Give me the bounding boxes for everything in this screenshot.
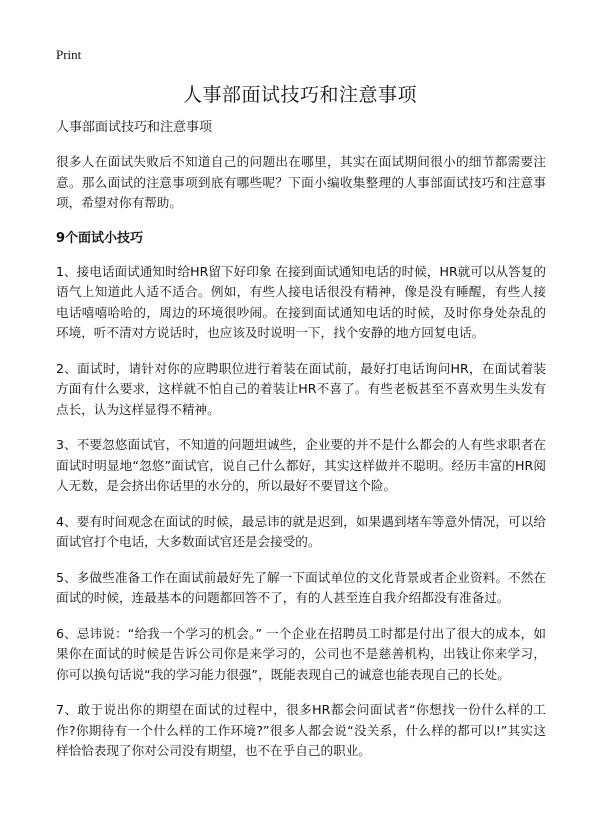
page-title: 人事部面试技巧和注意事项	[182, 84, 417, 106]
article-subtitle: 人事部面试技巧和注意事项	[56, 120, 213, 135]
tip-paragraph-6: 6、忌讳说：“给我一个学习的机会。” 一个企业在招聘员工时都是付出了很大的成本，如果你在面试的时候是告诉公司你是来学习的，公司也不是慈善机构，出钱让你来学习，你可以换句话说“我的学习能力很强”，既能表现自己的诚意也能表现自己的长处。	[56, 625, 546, 682]
tip-paragraph-2: 2、面试时，请针对你的应聘职位进行着装在面试前，最好打电话询问HR，在面试着装方面有什么要求，这样就不怕自己的着装让HR不喜了。有些老板甚至不喜欢男生头发有点长，认为这样显得不精神。	[56, 360, 546, 417]
tip-paragraph-4: 4、要有时间观念在面试的时候，最忌讳的就是迟到，如果遇到堵车等意外情况，可以给面试官打个电话，大多数面试官还是会接受的。	[56, 513, 546, 549]
intro-paragraph: 很多人在面试失败后不知道自己的问题出在哪里，其实在面试期间很小的细节都需要注意。那么面试的注意事项到底有哪些呢？下面小编收集整理的人事部面试技巧和注意事项，希望对你有帮助。	[56, 154, 546, 210]
tip-paragraph-1: 1、接电话面试通知时给HR留下好印象 在接到面试通知电话的时候，HR就可以从答复的语气上知道此人适不适合。例如，有些人接电话很没有精神，像是没有睡醒，有些人接电话嘻嘻哈哈的，周边的环境很吵闹。在接到面试通知电话的时候，及时你身处杂乱的环境，听不清对方说话时，也应该及时说明一下，找个安静的地方回复电话。	[56, 263, 546, 340]
tip-paragraph-7: 7、敢于说出你的期望在面试的过程中，很多HR都会问面试者“你想找一份什么样的工作?你期待有一个什么样的工作环境?”很多人都会说“没关系，什么样的都可以!”其实这样恰恰表现了你对公司没有期望，也不在乎自己的职业。	[56, 702, 546, 758]
section-heading: 9个面试小技巧	[56, 230, 144, 246]
print-link[interactable]: Print	[56, 47, 82, 62]
tip-paragraph-3: 3、不要忽悠面试官，不知道的问题坦诚些，企业要的并不是什么都会的人有些求职者在面试时明显地“忽悠”面试官，说自己什么都好，其实这样做并不聪明。经历丰富的HR阅人无数，是会挤出你话里的水分的，所以最好不要冒这个险。	[56, 437, 546, 493]
article-body	[56, 118, 546, 777]
tip-paragraph-5: 5、多做些准备工作在面试前最好先了解一下面试单位的文化背景或者企业资料。不然在面试的时候，连最基本的问题都回答不了，有的人甚至连自我介绍都没有准备过。	[56, 569, 546, 605]
